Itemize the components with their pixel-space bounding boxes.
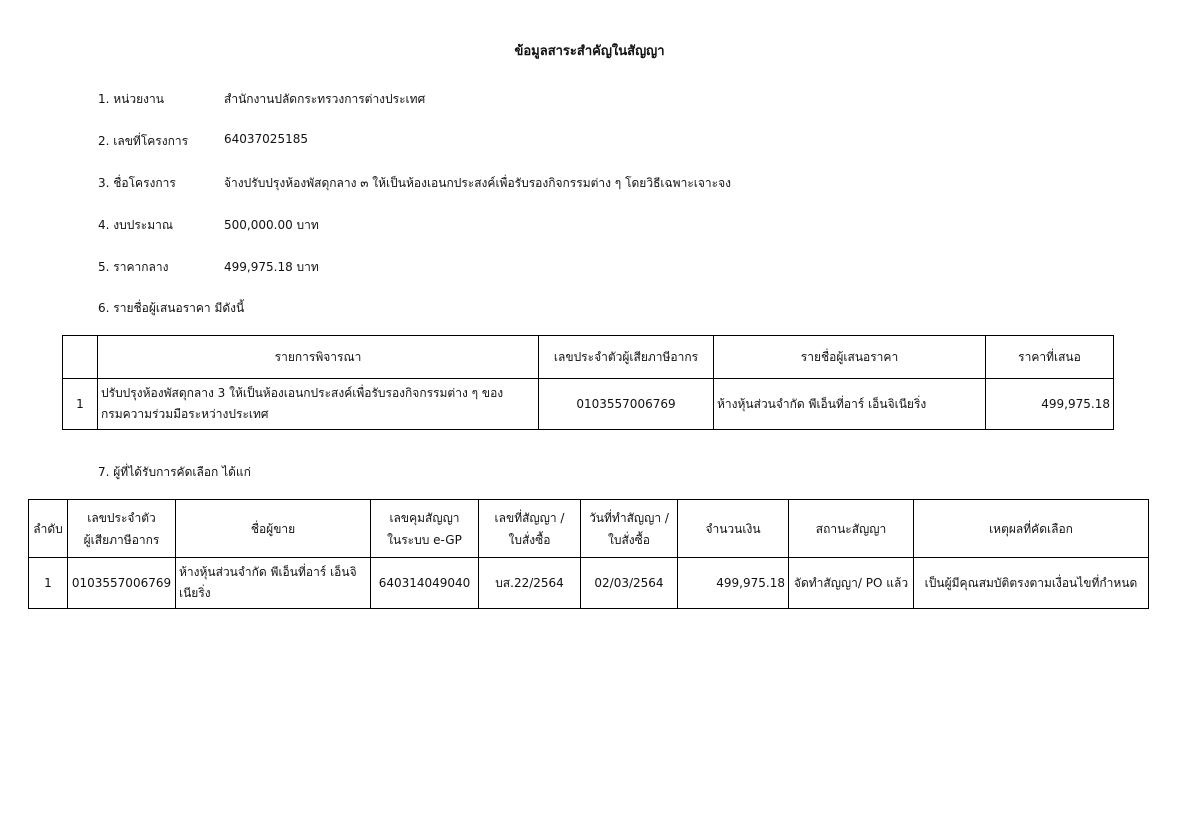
col-header-contract-no xyxy=(479,500,581,558)
info-label: 2. เลขที่โครงการ xyxy=(98,134,189,148)
info-label: 4. งบประมาณ xyxy=(98,218,174,232)
bidders-table xyxy=(62,335,1114,430)
cell-bidder: ห้างหุ้นส่วนจำกัด พีเอ็นที่อาร์ เอ็นจิเนียริ่ง xyxy=(714,379,986,430)
cell-seller-line2: เนียริ่ง xyxy=(179,586,211,600)
cell-amount: 499,975.18 xyxy=(678,558,789,609)
col-header-amount: จำนวนเงิน xyxy=(678,500,789,558)
col-header-seller: ชื่อผู้ขาย xyxy=(176,500,371,558)
col-header-price: ราคาที่เสนอ xyxy=(986,336,1114,379)
col-header-date-line1: วันที่ทำสัญญา / xyxy=(589,510,669,525)
cell-price: 499,975.18 xyxy=(986,379,1114,430)
col-header-egp-line1: เลขคุมสัญญา xyxy=(389,510,460,525)
cell-item-line2: กรมความร่วมมือระหว่างประเทศ xyxy=(101,407,269,421)
table-header-row xyxy=(29,500,1149,558)
cell-seller xyxy=(176,558,371,609)
cell-status: จัดทำสัญญา/ PO แล้ว xyxy=(789,558,914,609)
cell-contract-no: บส.22/2564 xyxy=(479,558,581,609)
col-header-tax-id: เลขประจำตัวผู้เสียภาษีอากร xyxy=(539,336,714,379)
col-header-egp-line2: ในระบบ e-GP xyxy=(387,532,462,547)
info-value: 499,975.18 บาท xyxy=(224,260,319,274)
info-label: 3. ชื่อโครงการ xyxy=(98,176,176,190)
document-title: ข้อมูลสาระสำคัญในสัญญา xyxy=(514,44,665,59)
cell-item xyxy=(98,379,539,430)
cell-reason: เป็นผู้มีคุณสมบัติตรงตามเงื่อนไขที่กำหนด xyxy=(914,558,1149,609)
table-row xyxy=(29,558,1149,609)
cell-date: 02/03/2564 xyxy=(581,558,678,609)
col-header-reason: เหตุผลที่คัดเลือก xyxy=(914,500,1149,558)
cell-no: 1 xyxy=(63,379,98,430)
col-header-contract-line1: เลขที่สัญญา / xyxy=(494,510,565,525)
col-header-contract-line2: ใบสั่งซื้อ xyxy=(508,532,551,547)
info-label: 5. ราคากลาง xyxy=(98,260,169,274)
info-label: 1. หน่วยงาน xyxy=(98,92,164,106)
col-header-tax-id-line1: เลขประจำตัว xyxy=(87,510,156,525)
col-header-date xyxy=(581,500,678,558)
cell-no: 1 xyxy=(29,558,68,609)
section-7-label: 7. ผู้ที่ได้รับการคัดเลือก ได้แก่ xyxy=(98,465,251,479)
col-header-no xyxy=(63,336,98,379)
col-header-item: รายการพิจารณา xyxy=(98,336,539,379)
cell-egp: 640314049040 xyxy=(371,558,479,609)
cell-seller-line1: ห้างหุ้นส่วนจำกัด พีเอ็นที่อาร์ เอ็นจิ xyxy=(179,565,357,579)
table-header-row xyxy=(63,336,1114,379)
cell-tax-id: 0103557006769 xyxy=(68,558,176,609)
col-header-status: สถานะสัญญา xyxy=(789,500,914,558)
selected-table xyxy=(28,499,1149,609)
col-header-no: ลำดับ xyxy=(29,500,68,558)
info-value: จ้างปรับปรุงห้องพัสดุกลาง ๓ ให้เป็นห้องเอนกประสงค์เพื่อรับรองกิจกรรมต่าง ๆ โดยวิธีเฉพาะเจาะจง xyxy=(224,176,731,190)
info-value: สำนักงานปลัดกระทรวงการต่างประเทศ xyxy=(224,92,426,106)
cell-item-line1: ปรับปรุงห้องพัสดุกลาง 3 ให้เป็นห้องเอนกประสงค์เพื่อรับรองกิจกรรมต่าง ๆ ของ xyxy=(101,386,504,400)
col-header-bidder: รายชื่อผู้เสนอราคา xyxy=(714,336,986,379)
col-header-egp xyxy=(371,500,479,558)
col-header-tax-id xyxy=(68,500,176,558)
section-6-label: 6. รายชื่อผู้เสนอราคา มีดังนี้ xyxy=(98,301,245,315)
cell-tax-id: 0103557006769 xyxy=(539,379,714,430)
info-value: 500,000.00 บาท xyxy=(224,218,319,232)
info-value: 64037025185 xyxy=(224,132,308,146)
col-header-date-line2: ใบสั่งซื้อ xyxy=(607,532,650,547)
col-header-tax-id-line2: ผู้เสียภาษีอากร xyxy=(83,532,160,547)
table-row xyxy=(63,379,1114,430)
